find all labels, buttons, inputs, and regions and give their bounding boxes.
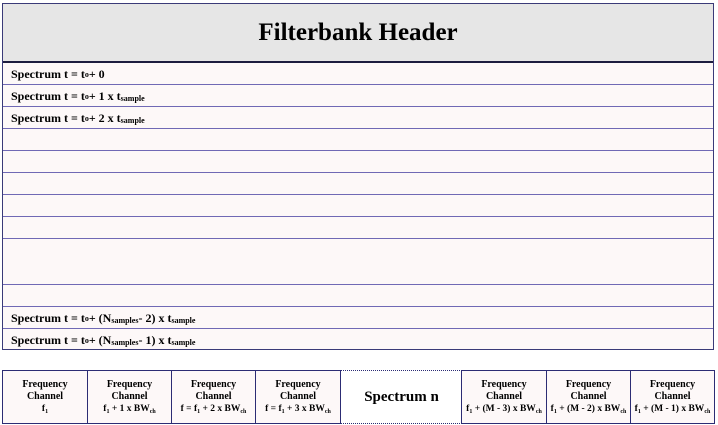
spectrum-row: Spectrum t = t o + (N samples - 1) x t sample [3,329,713,349]
spectrum-row: Spectrum t = t o + 2 x t sample [3,107,713,129]
empty-row [3,239,713,285]
spectrum-channels [2,370,715,424]
empty-row [3,173,713,195]
frequency-channel-cell: Frequency Channel $f = f_1 + 2$ x $BW_{ch}$ [171,370,256,424]
frequency-channel-cell: Frequency Channel $f_1 + (M - 1)$ x $BW_{ch}$ [630,370,715,424]
frequency-channel-cell: Frequency Channel $f_1 + (M - 2)$ x $BW_{ch}$ [546,370,631,424]
empty-row [3,217,713,239]
header-title: Filterbank Header [258,18,458,46]
empty-row [3,129,713,151]
frequency-channel-cell: Frequency Channel $f_1 + (M - 3)$ x $BW_{ch}$ [461,370,547,424]
spectrum-n-label: Spectrum n [341,370,462,424]
empty-row [3,285,713,307]
empty-row [3,195,713,217]
spectrum-row: Spectrum t = t o + (N samples - 2) x t sample [3,307,713,329]
filterbank-header [3,4,713,63]
spectrum-row: Spectrum t = t o + 1 x t sample [3,85,713,107]
frequency-channel-cell: Frequency Channel $f = f_1 + 3$ x $BW_{ch}$ [255,370,341,424]
frequency-channel-cell: Frequency Channel $f_1 + 1$ x $BW_{ch}$ [87,370,172,424]
empty-row [3,151,713,173]
spectrum-row: Spectrum t = t o + 0 [3,63,713,85]
filterbank-frame [2,3,714,350]
frequency-channel-cell: Frequency Channel $f_1$ [2,370,88,424]
